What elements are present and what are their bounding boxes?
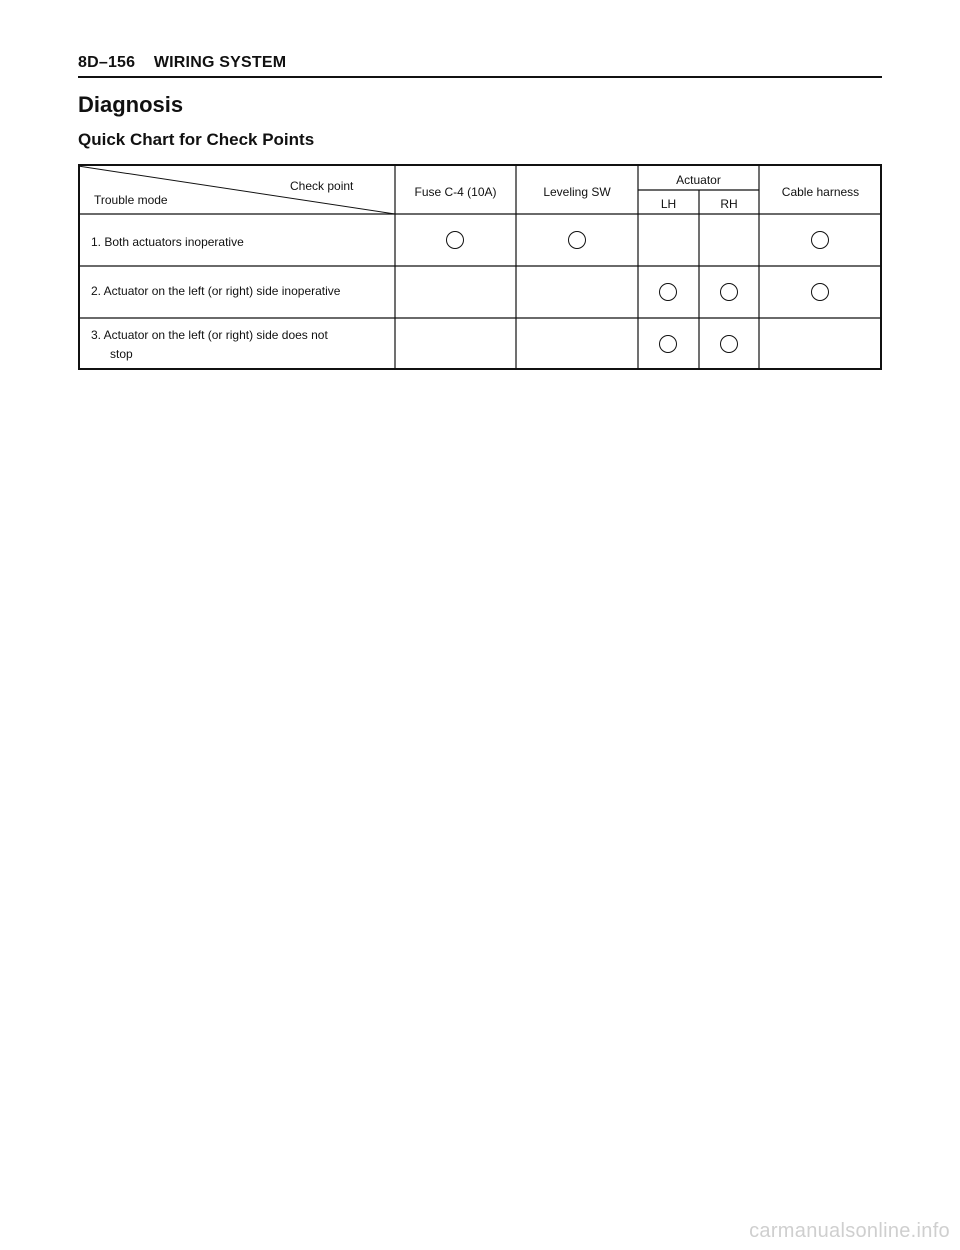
col-header-leveling-sw: Leveling SW xyxy=(543,185,611,199)
section-title: Diagnosis xyxy=(78,92,184,117)
chart-title: Quick Chart for Check Points xyxy=(78,130,315,149)
col-header-fuse: Fuse C-4 (10A) xyxy=(414,185,497,199)
col-header-actuator: Actuator xyxy=(676,173,721,187)
watermark: carmanualsonline.info xyxy=(749,1220,950,1242)
page-code: 8D–156 xyxy=(78,54,136,71)
col-header-lh: LH xyxy=(660,197,677,211)
col-header-cable-harness: Cable harness xyxy=(781,185,860,199)
check-mark-row-3-rh xyxy=(720,335,738,353)
row-3-trouble-mode: 3. Actuator on the left (or right) side does not xyxy=(91,328,328,342)
check-mark-row-2-cable xyxy=(811,283,829,301)
check-mark-row-1-leveling xyxy=(568,231,586,249)
page-header-text xyxy=(78,54,286,72)
corner-trouble-mode: Trouble mode xyxy=(94,193,168,207)
corner-check-point: Check point xyxy=(290,179,354,193)
row-3-trouble-mode-cont: stop xyxy=(110,347,133,361)
check-mark-row-2-rh xyxy=(720,283,738,301)
row-2-trouble-mode: 2. Actuator on the left (or right) side inoperative xyxy=(91,284,341,298)
row-1-trouble-mode: 1. Both actuators inoperative xyxy=(91,235,244,249)
col-header-rh: RH xyxy=(720,197,738,211)
quick-check-table xyxy=(78,164,882,370)
section-name: WIRING SYSTEM xyxy=(153,54,287,71)
check-mark-row-1-cable xyxy=(811,231,829,249)
check-mark-row-2-lh xyxy=(659,283,677,301)
check-mark-row-3-lh xyxy=(659,335,677,353)
check-mark-row-1-fuse xyxy=(446,231,464,249)
page-header xyxy=(78,54,882,78)
